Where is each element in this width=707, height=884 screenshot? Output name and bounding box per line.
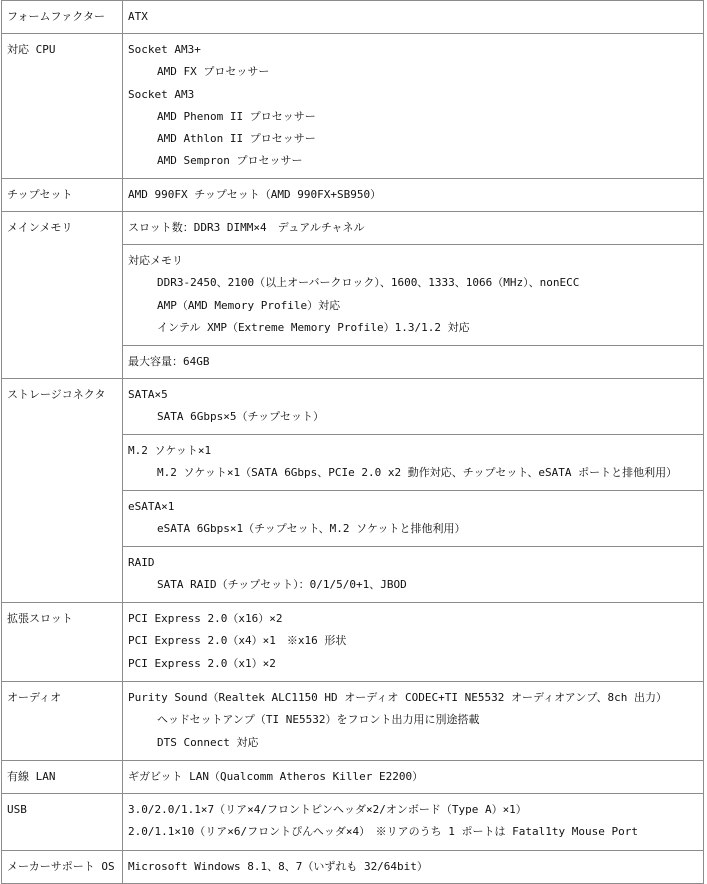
value-memory-slots <box>123 212 704 245</box>
value-text: ATX <box>128 10 148 23</box>
cpu-athlon: AMD Athlon II プロセッサー <box>157 132 316 146</box>
cpu-fx: AMD FX プロセッサー <box>157 65 270 79</box>
cpu-sempron: AMD Sempron プロセッサー <box>157 154 303 168</box>
label-memory <box>2 212 123 379</box>
pcie-x1: PCI Express 2.0（x1）×2 <box>128 656 276 670</box>
cpu-socket-am3plus: Socket AM3+ <box>128 43 201 56</box>
label-audio <box>2 682 123 761</box>
value-expansion <box>123 603 704 682</box>
value-text: ギガビット LAN（Qualcomm Atheros Killer E2200） <box>128 770 424 783</box>
label-text: メインメモリ <box>7 221 73 234</box>
value-os <box>123 851 704 884</box>
row-chipset <box>2 179 704 212</box>
row-memory-slots <box>2 212 704 245</box>
value-memory-max <box>123 346 704 379</box>
value-text: 最大容量：64GB <box>128 355 210 368</box>
row-expansion <box>2 603 704 682</box>
m2-heading: M.2 ソケット×1 <box>128 444 212 457</box>
value-chipset <box>123 179 704 212</box>
sata-detail: SATA 6Gbps×5（チップセット） <box>157 410 325 424</box>
label-os <box>2 851 123 884</box>
row-usb <box>2 794 704 851</box>
value-text: AMD 990FX チップセット（AMD 990FX+SB950） <box>128 188 382 201</box>
usb-3: 3.0/2.0/1.1×7（リア×4/フロントピンヘッダ×2/オンボード（Type A）×1） <box>128 803 527 816</box>
value-usb <box>123 794 704 851</box>
value-storage-sata <box>123 379 704 435</box>
label-text: メーカーサポート OS <box>7 860 115 873</box>
pcie-x16: PCI Express 2.0（x16）×2 <box>128 612 283 625</box>
value-audio <box>123 682 704 761</box>
label-form-factor <box>2 1 123 34</box>
audio-purity: Purity Sound（Realtek ALC1150 HD オーディオ CODEC+TI NE5532 オーディオアンプ、8ch 出力） <box>128 691 667 704</box>
row-os <box>2 851 704 884</box>
memory-supported-heading: 対応メモリ <box>128 254 183 267</box>
esata-detail: eSATA 6Gbps×1（チップセット、M.2 ソケットと排他利用） <box>157 522 466 536</box>
memory-xmp: インテル XMP（Extreme Memory Profile）1.3/1.2 対応 <box>157 320 470 334</box>
usb-2: 2.0/1.1×10（リア×6/フロントぴんヘッダ×4） ※リアのうち 1 ポートは Fatal1ty Mouse Port <box>128 825 638 839</box>
row-cpu <box>2 34 704 179</box>
value-memory-supported <box>123 245 704 346</box>
label-text: 有線 LAN <box>7 770 56 783</box>
label-text: オーディオ <box>7 691 62 704</box>
value-lan <box>123 761 704 794</box>
cpu-phenom: AMD Phenom II プロセッサー <box>157 109 316 123</box>
memory-amp: AMP（AMD Memory Profile）対応 <box>157 298 341 312</box>
spec-table <box>1 0 704 884</box>
value-storage-m2 <box>123 435 704 491</box>
label-text: 対応 CPU <box>7 43 56 56</box>
sata-heading: SATA×5 <box>128 388 168 401</box>
value-text: スロット数：DDR3 DIMM×4 デュアルチャネル <box>128 221 365 234</box>
audio-headset-amp: ヘッドセットアンプ（TI NE5532）をフロント出力用に別途搭載 <box>157 713 480 727</box>
label-cpu <box>2 34 123 179</box>
value-form-factor <box>123 1 704 34</box>
label-text: 拡張スロット <box>7 612 73 625</box>
pcie-x4: PCI Express 2.0（x4）×1 ※x16 形状 <box>128 634 347 648</box>
raid-detail: SATA RAID（チップセット）：0/1/5/0+1、JBOD <box>157 578 407 592</box>
row-storage-sata <box>2 379 704 435</box>
label-lan <box>2 761 123 794</box>
audio-dts: DTS Connect 対応 <box>157 735 259 749</box>
row-audio <box>2 682 704 761</box>
value-cpu <box>123 34 704 179</box>
row-lan <box>2 761 704 794</box>
label-text: USB <box>7 803 27 816</box>
label-usb <box>2 794 123 851</box>
value-storage-esata <box>123 491 704 547</box>
value-storage-raid <box>123 547 704 603</box>
label-expansion <box>2 603 123 682</box>
label-text: フォームファクター <box>7 10 106 23</box>
memory-speeds: DDR3-2450、2100（以上オーバークロック）、1600、1333、1066（MHz）、nonECC <box>157 276 580 290</box>
esata-heading: eSATA×1 <box>128 500 175 513</box>
label-text: チップセット <box>7 188 73 201</box>
m2-detail: M.2 ソケット×1（SATA 6Gbps、PCIe 2.0 x2 動作対応、チップセット、eSATA ポートと排他利用） <box>157 466 678 480</box>
label-text: ストレージコネクタ <box>7 388 106 401</box>
value-text: Microsoft Windows 8.1、8、7（いずれも 32/64bit） <box>128 860 428 873</box>
cpu-socket-am3: Socket AM3 <box>128 87 195 101</box>
label-chipset <box>2 179 123 212</box>
label-storage <box>2 379 123 603</box>
row-form-factor <box>2 1 704 34</box>
raid-heading: RAID <box>128 556 155 569</box>
